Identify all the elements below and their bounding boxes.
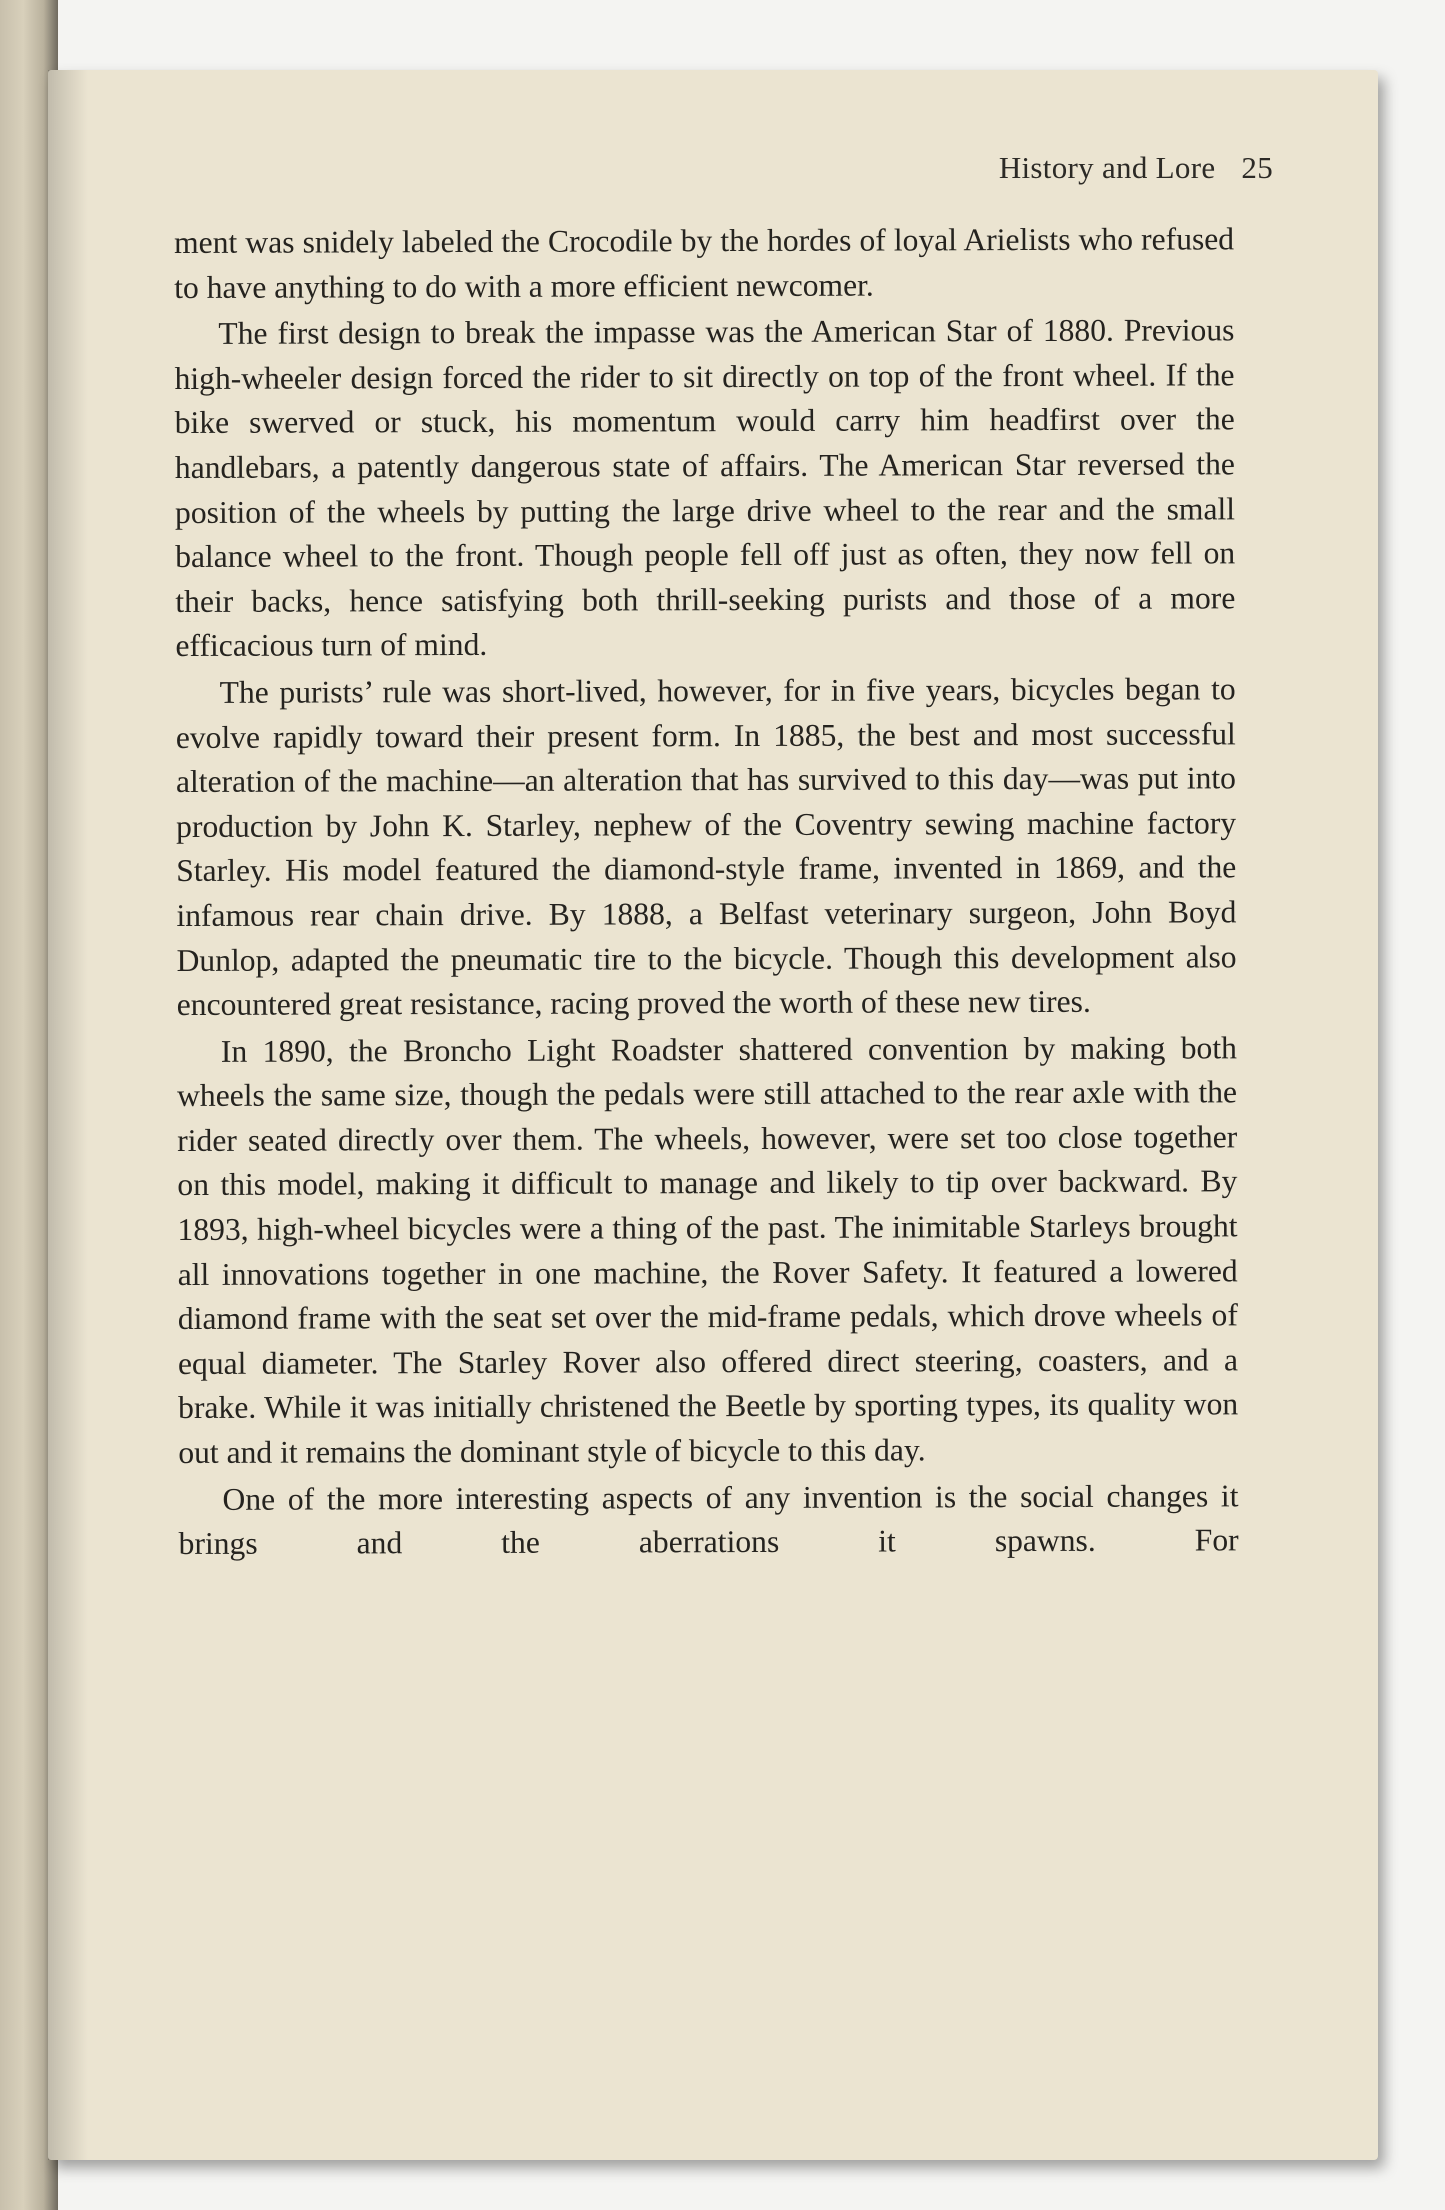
paragraph-continued: ment was snidely labeled the Crocodile by the hordes of loyal Arielists who refused to have anything to do with a more efficient newcomer. [174, 221, 1235, 305]
paragraph-broncho: In 1890, the Broncho Light Roadster shattered convention by making both wheels the same size, though the pedals were still attached to the rear axle with the rider seated directly over them. The wheels, however, were set too close together on this model, making it difficult to manage and likely to tip over backward. By 1893, high-wheel bicycles were a thing of the past. The inimitable Starleys brought all innovations together in one machine, the Rover Safety. It featured a lowered diamond frame with the seat set over the mid-frame pedals, which drove wheels of equal diameter. The Starley Rover also offered direct steering, coasters, and a brake. While it was initially christened the Beetle by sporting types, its quality won out and it remains the dominant style of bicycle to this day. [176, 1029, 1239, 1471]
book-page [48, 70, 1378, 2160]
paragraph-american-star: The first design to break the impasse was the American Star of 1880. Previous high-wheeler design forced the rider to sit directly on top of the front wheel. If the bike swerved or stuck, his momentum would carry him headfirst over the handlebars, a patently dangerous state of affairs. The American Star reversed the position of the wheels by putting the large drive wheel to the rear and the small balance wheel to the front. Though people fell off just as often, they now fell on their backs, hence satisfying both thrill-seeking purists and those of a more efficacious turn of mind. [174, 312, 1236, 664]
page-number: 25 [1241, 150, 1273, 185]
paragraph-social-changes: One of the more interesting aspects of any invention is the social changes it brings and the aberrations it spawns. For [178, 1477, 1239, 1562]
body-text [174, 217, 1239, 1567]
running-head [999, 150, 1273, 186]
running-head-title: History and Lore [998, 150, 1216, 185]
paragraph-starley: The purists’ rule was short-lived, however, for in five years, bicycles began to evolve rapidly toward their present form. In 1885, the best and most successful alteration of the machine—an alteration that has survived to this day—was put into production by John K. Starley, nephew of the Coventry sewing machine factory Starley. His model featured the diamond-style frame, invented in 1869, and the infamous rear chain drive. By 1888, a Belfast veterinary surgeon, John Boyd Dunlop, adapted the pneumatic tire to the bicycle. Though this development also encountered great resistance, racing proved the worth of these new tires. [175, 671, 1237, 1023]
